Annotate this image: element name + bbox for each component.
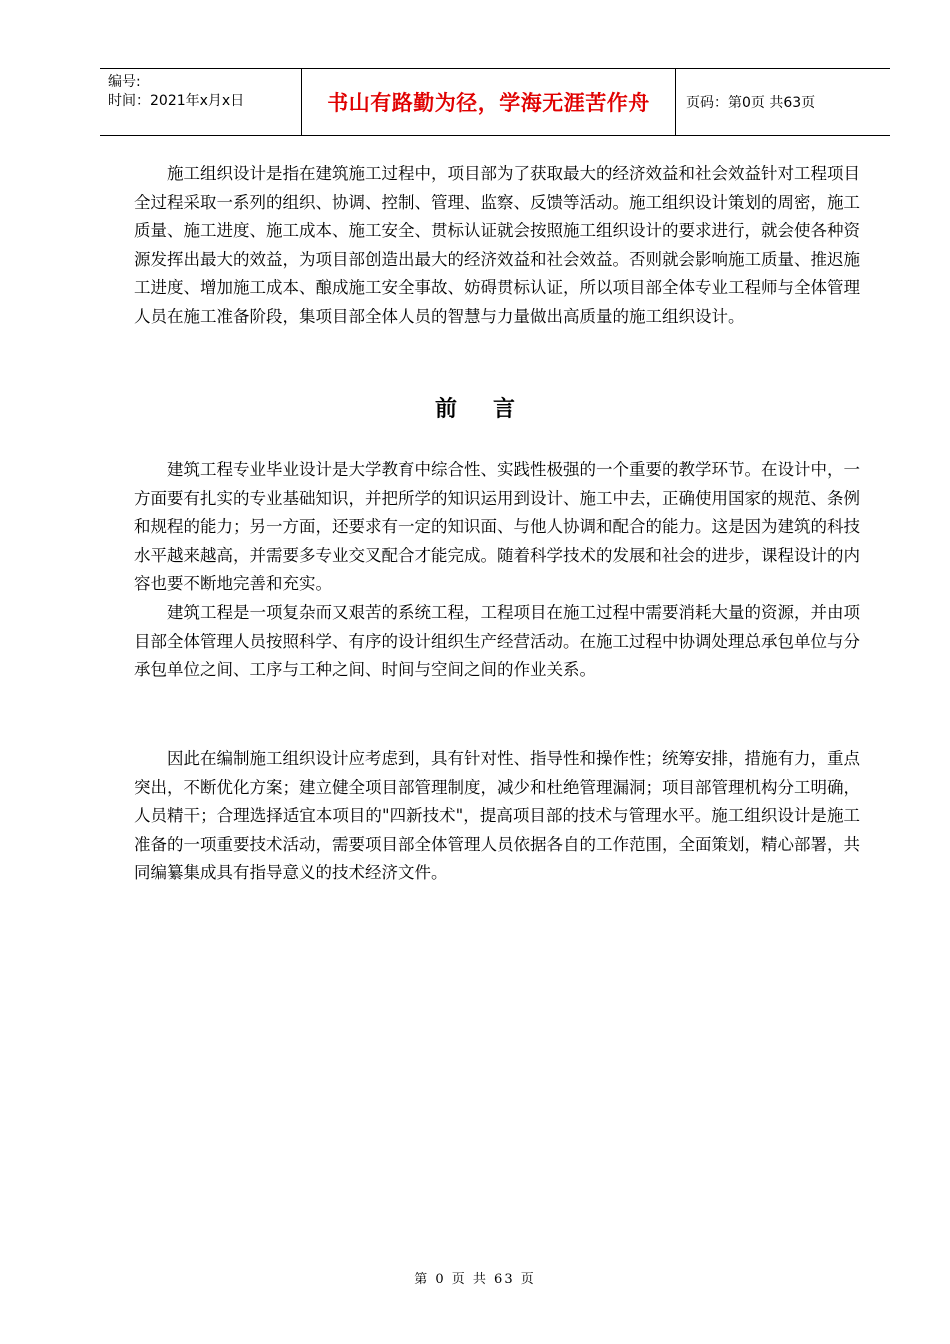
body-paragraph: 建筑工程是一项复杂而又艰苦的系统工程，工程项目在施工过程中需要消耗大量的资源，并由项目部全体管理人员按照科学、有序的设计组织生产经营活动。在施工过程中协调处理总承包单位与分承包单位之间、工序与工种之间、时间与空间之间的作业关系。 (134, 602, 860, 680)
intro-paragraph: 施工组织设计是指在建筑施工过程中，项目部为了获取最大的经济效益和社会效益针对工程项目全过程采取一系列的组织、协调、控制、管理、监察、反馈等活动。施工组织设计策划的周密，施工质量、施工进度、施工成本、施工安全、贯标认证就会按照施工组织设计的要求进行，就会使各种资源发挥出最大的效益，为项目部创造出最大的经济效益和社会效益。否则就会影响施工质量、推迟施工进度、增加施工成本、酿成施工安全事故、妨碍贯标认证，所以项目部全体专业工程师与全体管理人员在施工准备阶段，集项目部全体人员的智慧与力量做出高质量的施工组织设计。 (134, 164, 860, 326)
document-date: 时间：2021年x月x日 (108, 93, 245, 109)
header-motto: 书山有路勤为径，学海无涯苦作舟 (302, 69, 676, 135)
body-paragraph: 建筑工程专业毕业设计是大学教育中综合性、实践性极强的一个重要的教学环节。在设计中，一方面要有扎实的专业基础知识，并把所学的知识运用到设计、施工中去，正确使用国家的规范、条例和规程的能力；另一方面，还要求有一定的知识面、与他人协调和配合的能力。这是因为建筑的科技水平越来越高，并需要多专业交叉配合才能完成。随着科学技术的发展和社会的进步，课程设计的内容也要不断地完善和充实。 (134, 460, 860, 594)
section-title: 前言 (434, 397, 551, 422)
preface-section (134, 456, 860, 685)
closing-section (134, 745, 860, 888)
header-meta-cell (100, 69, 302, 135)
document-number-label: 编号: (108, 74, 141, 90)
closing-paragraph: 因此在编制施工组织设计应考虑到，具有针对性、指导性和操作性；统筹安排，措施有力，重点突出，不断优化方案；建立健全项目部管理制度，减少和杜绝管理漏洞；项目部管理机构分工明确，人员精干；合理选择适宜本项目的"四新技术"，提高项目部的技术与管理水平。施工组织设计是施工准备的一项重要技术活动，需要项目部全体管理人员依据各自的工作范围，全面策划，精心部署，共同编纂集成具有指导意义的技术经济文件。 (134, 749, 860, 883)
header-page-info: 页码：第0页 共63页 (686, 95, 816, 111)
intro-section (134, 160, 860, 332)
page-footer: 第 0 页 共 63 页 (414, 1272, 536, 1287)
header-table (100, 68, 890, 136)
